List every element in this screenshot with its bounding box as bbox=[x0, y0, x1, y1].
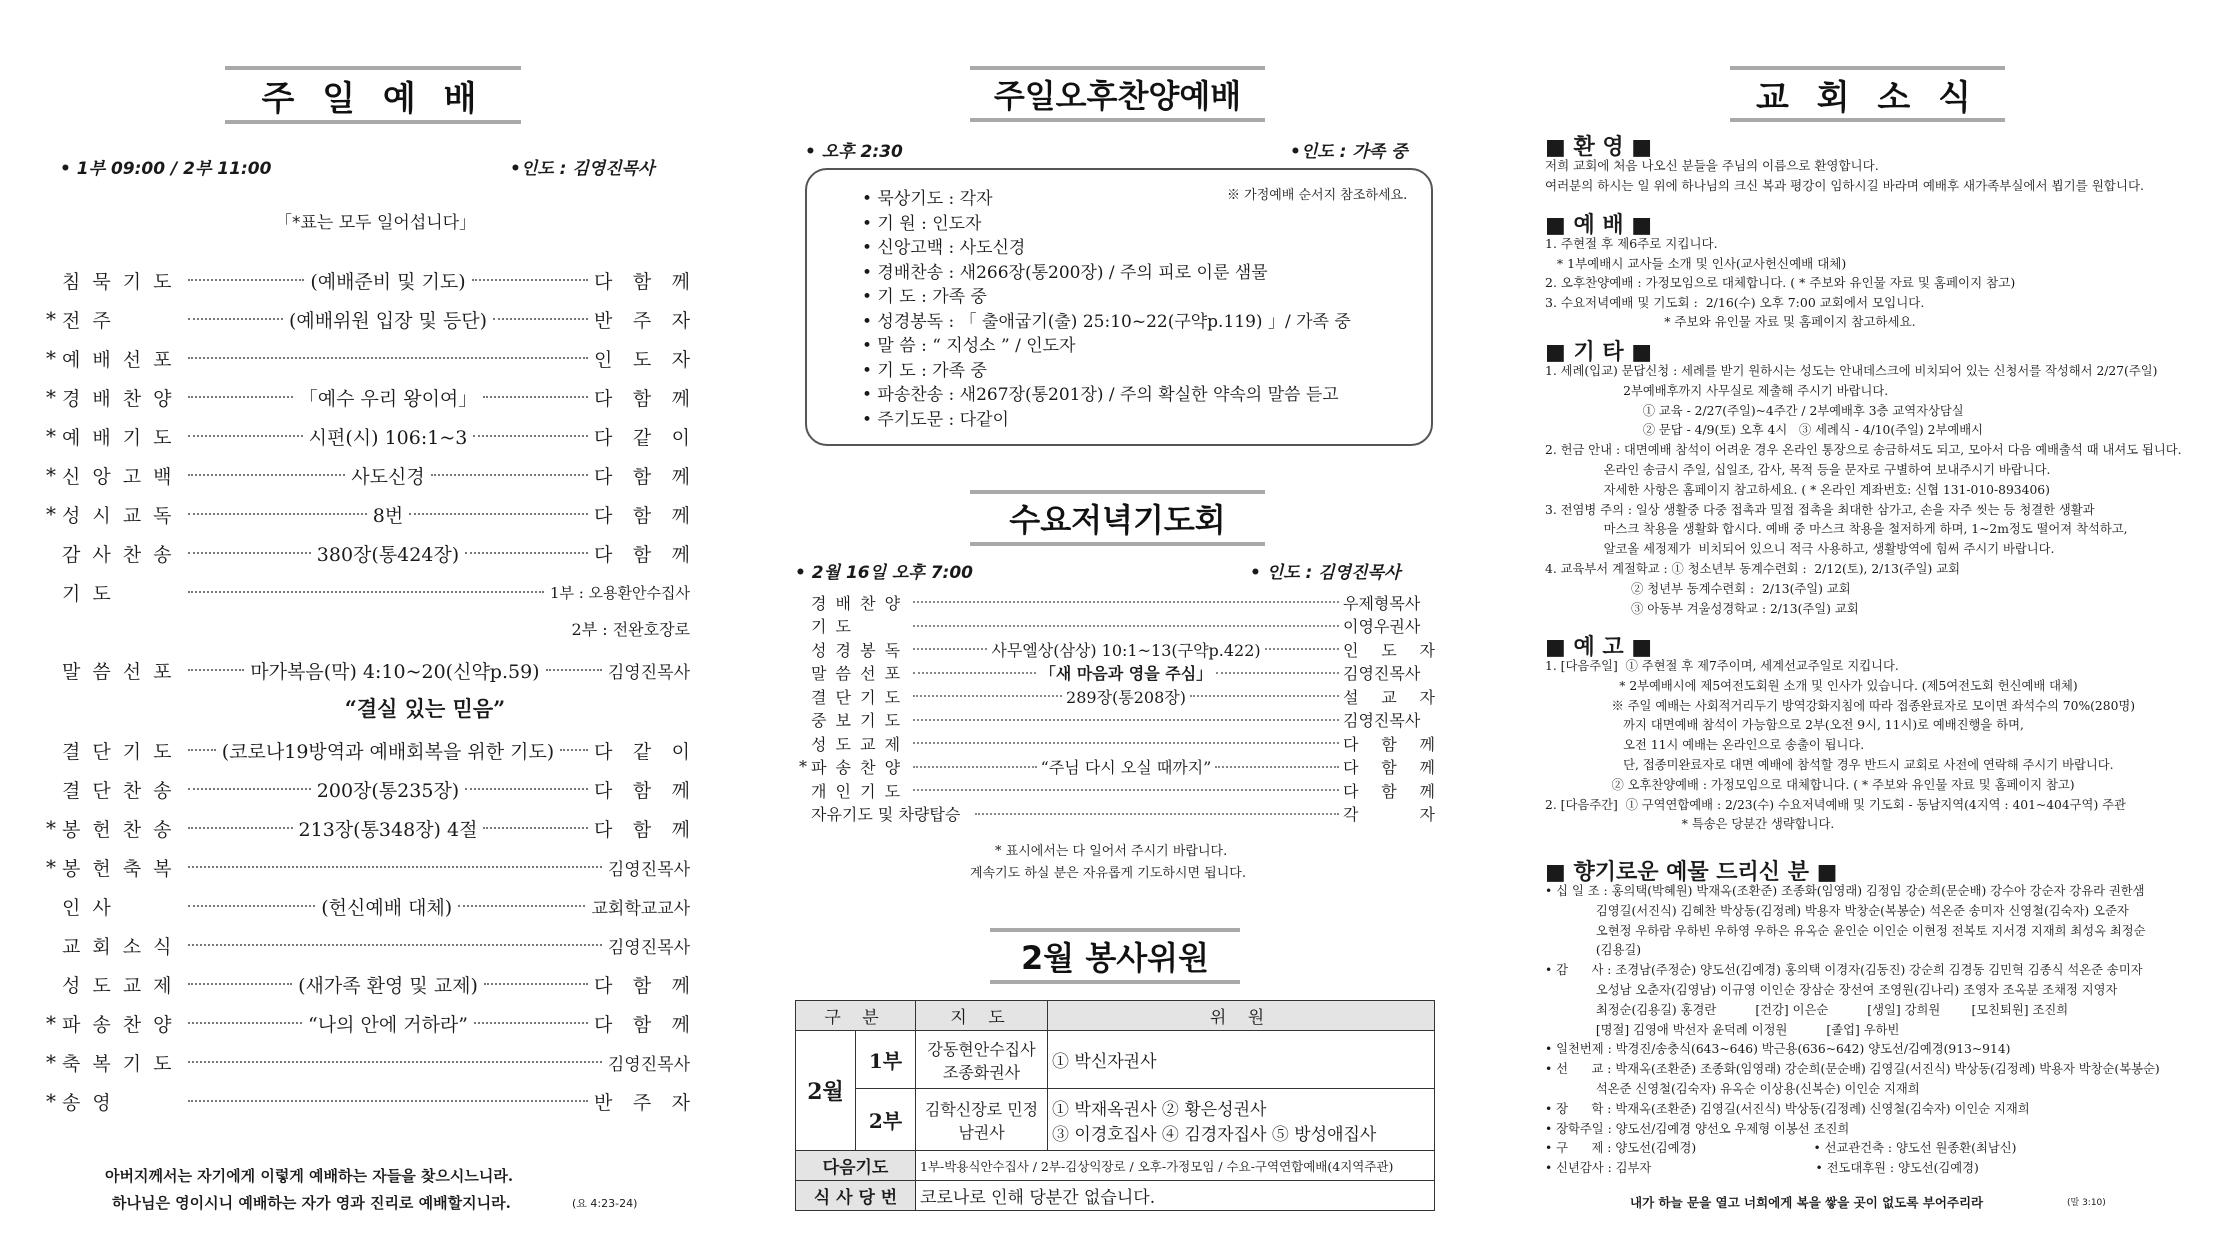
duty-banner bbox=[990, 928, 1240, 984]
wednesday-leader: • 인도 : 김영진목사 bbox=[1250, 563, 1401, 583]
gift-line: • 십 일 조 : 홍의택(박혜원) 박재옥(조환준) 조종화(임영래) 김정임 강순희(문순배) 강수아 강순자 강유라 권한샘 bbox=[1545, 884, 2145, 898]
service-row bbox=[40, 535, 690, 571]
scripture-verse-1: 아버지께서는 자기에게 이렇게 예배하는 자들을 찾으시느니라. bbox=[105, 1167, 514, 1185]
leader-dots bbox=[188, 866, 602, 868]
worship-heading: ■ 예 배 ■ bbox=[1545, 213, 1653, 238]
leader-dots bbox=[188, 944, 602, 946]
wednesday-time: • 2월 16일 오후 7:00 bbox=[795, 563, 973, 583]
leader-dots bbox=[188, 435, 303, 437]
service-item-detail: (새가족 환영 및 교제) bbox=[298, 974, 478, 997]
duty-table bbox=[795, 1000, 1435, 1211]
service-row bbox=[40, 1083, 690, 1119]
gift-line: • 신년감사 : 김부자 • 전도대후원 : 양도선(김예경) bbox=[1545, 1161, 1979, 1176]
gift-line: • 구 제 : 양도선(김예경) • 선교관건축 : 양도선 원종환(최남신) bbox=[1545, 1141, 2017, 1156]
service-item-leader: 2부 : 전완호장로 bbox=[571, 619, 690, 639]
closing-verse-ref: (말 3:10) bbox=[2067, 1198, 2106, 1208]
wednesday-row bbox=[795, 708, 1435, 732]
leader-dots bbox=[188, 552, 311, 554]
service-item-leader: 다 같 이 bbox=[594, 740, 690, 763]
service-item-leader: 김영진목사 bbox=[607, 859, 690, 880]
stand-marker: * bbox=[46, 1011, 56, 1035]
family-worship-note: ※ 가정예배 순서지 참조하세요. bbox=[1227, 188, 1408, 203]
wednesday-title: 수요저녁기도회 bbox=[1009, 501, 1226, 539]
service-item-name: 봉 헌 축 복 bbox=[62, 857, 175, 880]
duty-part2-guide: 김학신장로 민정남권사 bbox=[916, 1089, 1048, 1151]
leader-dots bbox=[1216, 672, 1339, 674]
service-item-detail: (코로나19방역과 예배회복을 위한 기도) bbox=[221, 740, 555, 763]
etc-news-line: 2부예배후까지 사무실로 제출해 주시기 바랍니다. bbox=[1545, 383, 1889, 398]
notice-line: ② 오후찬양예배 : 가정모임으로 대체합니다. ( * 주보와 유인물 자료 및 홈페이지 참고) bbox=[1545, 777, 2075, 792]
wednesday-note-1: * 표시에서는 다 일어서 주시기 바랍니다. bbox=[995, 844, 1228, 859]
wednesday-item-detail: “주님 다시 오실 때까지” bbox=[1040, 758, 1212, 777]
duty-title: 2월 봉사위원 bbox=[1021, 939, 1209, 977]
sermon-title: “결실 있는 믿음” bbox=[344, 696, 506, 721]
leader-dots bbox=[913, 625, 1339, 627]
service-row bbox=[40, 849, 690, 885]
wednesday-row bbox=[795, 731, 1435, 755]
stand-marker: * bbox=[46, 463, 56, 487]
service-row bbox=[40, 379, 690, 415]
wednesday-item-name: 경 배 찬 양 bbox=[811, 593, 903, 613]
service-row bbox=[40, 574, 690, 610]
wednesday-note-2: 계속기도 하실 분은 자유롭게 기도하시면 됩니다. bbox=[970, 866, 1246, 881]
service-item-name: 결 단 기 도 bbox=[62, 740, 175, 763]
meal-duty-row bbox=[796, 1181, 1435, 1211]
leader-dots bbox=[472, 279, 588, 281]
wednesday-item-name: 성 도 교 제 bbox=[811, 734, 903, 754]
service-item-detail: 시편(시) 106:1~3 bbox=[308, 426, 468, 449]
service-item-leader: 김영진목사 bbox=[607, 937, 690, 958]
wednesday-item-name: 기 도 bbox=[811, 617, 853, 636]
etc-news-line: 2. 헌금 안내 : 대면예배 참석이 어려운 경우 온라인 통장으로 송금하셔도 되고, 모아서 다음 예배출석 때 내셔도 됩니다. bbox=[1545, 443, 2182, 458]
closing-verse: 내가 하늘 문을 열고 너희에게 복을 쌓을 곳이 없도록 부어주리라 bbox=[1630, 1195, 1984, 1210]
etc-news-line: ① 교육 - 2/27(주일)~4주간 / 2부예배후 3층 교역자상담실 bbox=[1545, 403, 1964, 418]
service-item-leader: 교회학교교사 bbox=[591, 898, 691, 919]
duty-part2-members-line1: ① 박재옥권사 ② 황은성권사 bbox=[1052, 1099, 1267, 1120]
stand-marker: * bbox=[46, 424, 56, 448]
duty-header-category: 구 분 bbox=[796, 1001, 916, 1031]
leader-dots bbox=[546, 669, 602, 671]
leader-dots bbox=[188, 396, 293, 398]
service-row bbox=[40, 927, 690, 963]
service-row bbox=[40, 610, 690, 646]
leader-dots bbox=[188, 983, 292, 985]
service-item-detail: 213장(통348장) 4절 bbox=[298, 818, 478, 841]
afternoon-leader: •인도 : 가족 중 bbox=[1290, 142, 1408, 162]
next-prayer-row bbox=[796, 1151, 1435, 1181]
welcome-line: 저희 교회에 처음 나오신 분들을 주님의 이름으로 환영합니다. bbox=[1545, 158, 1879, 173]
service-item-leader: 다 함 께 bbox=[594, 779, 691, 802]
etc-news-line: ② 청년부 동계수련회 : 2/13(주일) 교회 bbox=[1545, 581, 1851, 596]
leader-dots bbox=[1265, 648, 1339, 650]
service-item-name: 신 앙 고 백 bbox=[62, 465, 175, 488]
leader-dots bbox=[975, 813, 1339, 815]
leader-dots bbox=[188, 279, 304, 281]
leader-dots bbox=[913, 648, 987, 650]
wednesday-row bbox=[795, 661, 1435, 685]
gift-line: • 감 사 : 조경남(주정순) 양도선(김예경) 홍의택 이경자(김동진) 강순희 김경동 김민혁 김종식 석온준 송미자 bbox=[1545, 963, 2143, 978]
leader-dots bbox=[188, 1100, 588, 1102]
service-item-name: 말 씀 선 포 bbox=[62, 660, 175, 683]
sunday-worship-column bbox=[40, 0, 690, 1240]
duty-header-row bbox=[796, 1001, 1435, 1031]
notice-line: 2. [다음주간] ① 구역연합예배 : 2/23(수) 수요저녁예배 및 기도회 - 동남지역(4지역 : 401~404구역) 주관 bbox=[1545, 797, 2126, 812]
gift-line: 최정순(김용길) 홍경란 [건강] 이은순 [생일] 강희원 [모친퇴원] 조진희 bbox=[1545, 1002, 2069, 1017]
wednesday-row bbox=[795, 637, 1435, 661]
afternoon-order-item: • 경배찬송 : 새266장(통200장) / 주의 피로 이룬 샘물 bbox=[862, 262, 1268, 283]
leader-dots bbox=[409, 513, 588, 515]
service-item-leader: 반 주 자 bbox=[594, 1091, 690, 1114]
service-row bbox=[40, 1005, 690, 1041]
afternoon-order-item: • 묵상기도 : 각자 bbox=[862, 189, 993, 209]
meal-duty-label: 식 사 당 번 bbox=[796, 1181, 916, 1211]
wednesday-item-name: 결 단 기 도 bbox=[811, 687, 903, 707]
service-row bbox=[40, 810, 690, 846]
duty-header-members: 위 원 bbox=[1048, 1001, 1435, 1031]
gift-line: 석온준 신영철(김숙자) 유옥순 이상용(신복순) 이인순 지재희 bbox=[1545, 1082, 1920, 1096]
wednesday-item-leader: 우제형목사 bbox=[1343, 593, 1421, 613]
service-item-name: 송 영 bbox=[62, 1091, 114, 1114]
service-item-leader: 다 함 께 bbox=[594, 387, 690, 410]
duty-part1-guide: 강동현안수집사 조종화권사 bbox=[916, 1031, 1048, 1089]
worship-news-line: 3. 수요저녁예배 및 기도회 : 2/16(수) 오후 7:00 교회에서 모입니다. bbox=[1545, 294, 1925, 310]
service-item-name: 봉 헌 찬 송 bbox=[62, 818, 175, 841]
leader-dots bbox=[188, 318, 283, 320]
church-news-banner bbox=[1730, 66, 2005, 122]
service-item-detail: 8번 bbox=[372, 504, 404, 527]
etc-heading: ■ 기 타 ■ bbox=[1545, 340, 1653, 365]
service-row bbox=[40, 888, 690, 924]
leader-dots bbox=[188, 591, 544, 593]
service-item-detail: 사도신경 bbox=[351, 465, 425, 488]
wednesday-item-leader: 다 함 께 bbox=[1343, 758, 1436, 777]
leader-dots bbox=[913, 672, 1036, 674]
leader-dots bbox=[1215, 766, 1339, 768]
duty-header-guide: 지 도 bbox=[916, 1001, 1048, 1031]
wednesday-row bbox=[795, 684, 1435, 708]
afternoon-order-item: • 기 원 : 인도자 bbox=[862, 213, 982, 234]
wednesday-item-name: 자유기도 및 차량탑승 bbox=[811, 805, 961, 824]
service-item-leader: 인 도 자 bbox=[594, 348, 690, 371]
etc-news-line: ③ 아동부 겨울성경학교 : 2/13(주일) 교회 bbox=[1545, 601, 1859, 616]
duty-part1-members: ① 박신자권사 bbox=[1048, 1031, 1435, 1089]
afternoon-worship-banner bbox=[970, 66, 1265, 122]
duty-month: 2월 bbox=[796, 1031, 856, 1151]
worship-news-line: 1. 주현절 후 제6주로 지킵니다. bbox=[1545, 236, 1718, 251]
service-item-detail: 380장(통424장) bbox=[316, 543, 460, 566]
worship-news-line: 2. 오후찬양예배 : 가정모임으로 대체합니다. ( * 주보와 유인물 자료 및 홈페이지 참고) bbox=[1545, 275, 2016, 290]
service-row bbox=[40, 301, 690, 337]
wednesday-item-leader: 이영우권사 bbox=[1343, 617, 1421, 636]
service-row bbox=[40, 1044, 690, 1080]
leader-dots bbox=[913, 742, 1339, 744]
service-row bbox=[40, 690, 690, 726]
leader-dots bbox=[188, 474, 345, 476]
service-item-leader: 1부 : 오용환안수집사 bbox=[549, 583, 690, 602]
wednesday-item-detail: 289장(통208장) bbox=[1066, 687, 1186, 707]
service-item-leader: 다 함 께 bbox=[594, 974, 690, 997]
gift-line: (김용길) bbox=[1545, 943, 1642, 958]
wednesday-item-name: 개 인 기 도 bbox=[811, 781, 903, 801]
gift-line: • 장 학 : 박재옥(조환준) 김영길(서진식) 박상동(김정례) 신영철(김숙자) 이인순 지재희 bbox=[1545, 1101, 2030, 1116]
service-item-detail: (예배준비 및 기도) bbox=[310, 270, 466, 293]
worship-leader: •인도 : 김영진목사 bbox=[510, 159, 655, 179]
wednesday-item-leader: 김영진목사 bbox=[1343, 664, 1421, 683]
etc-news-line: 마스크 착용을 생활화 합시다. 예배 중 마스크 착용을 철저하게 하며, 1~2m정도 떨어져 착석하고, bbox=[1545, 522, 2128, 537]
leader-dots bbox=[913, 766, 1037, 768]
gift-line: 김영길(서진식) 김혜찬 박상동(김정례) 박용자 박창순(복봉순) 석온준 송미자 신영철(김숙자) 오준자 bbox=[1545, 903, 2129, 918]
worship-news-line: * 주보와 유인물 자료 및 홈페이지 참고하세요. bbox=[1545, 314, 1916, 329]
notice-line: * 2부예배시에 제5여전도회원 소개 및 인사가 있습니다. (제5여전도회 헌신예배 대체) bbox=[1545, 678, 2078, 693]
leader-dots bbox=[458, 905, 585, 907]
afternoon-worship-title: 주일오후찬양예배 bbox=[993, 77, 1242, 115]
leader-dots bbox=[484, 983, 588, 985]
worship-time: • 1부 09:00 / 2부 11:00 bbox=[60, 159, 272, 179]
service-row bbox=[40, 771, 690, 807]
etc-news-line: 자세한 사항은 홈페이지 참고하세요. ( * 온라인 계좌번호: 신협 131-010-893406) bbox=[1545, 482, 2050, 497]
service-item-name: 기 도 bbox=[62, 582, 114, 605]
stand-marker: * bbox=[799, 757, 807, 776]
afternoon-order-item: • 기 도 : 가족 중 bbox=[862, 360, 987, 381]
leader-dots bbox=[188, 749, 216, 751]
wednesday-banner bbox=[970, 490, 1265, 546]
etc-news-line: 4. 교육부서 계절학교 : ① 청소년부 동계수련회 : 2/12(토), 2/13(주일) 교회 bbox=[1545, 562, 1960, 576]
wednesday-item-leader: 다 함 께 bbox=[1343, 734, 1435, 754]
service-item-leader: 다 함 께 bbox=[594, 543, 691, 566]
service-row bbox=[40, 457, 690, 493]
church-news-title: 교 회 소 식 bbox=[1756, 77, 1979, 118]
duty-part2-members-line2: ③ 이경호집사 ④ 김경자집사 ⑤ 방성애집사 bbox=[1052, 1124, 1377, 1145]
leader-dots bbox=[465, 788, 588, 790]
meal-duty-value: 코로나로 인해 당분간 없습니다. bbox=[916, 1181, 1435, 1211]
scripture-verse-ref: (요 4:23-24) bbox=[572, 1197, 638, 1210]
leader-dots bbox=[188, 669, 244, 671]
welcome-line: 여러분의 하시는 일 위에 하나님의 크신 복과 평강이 임하시길 바라며 예배후 새가족부실에서 뵙기를 원합니다. bbox=[1545, 177, 2145, 193]
service-item-name: 파 송 찬 양 bbox=[62, 1013, 175, 1036]
stand-marker: * bbox=[46, 1050, 56, 1074]
leader-dots bbox=[913, 601, 1339, 603]
church-news-column bbox=[1545, 0, 2185, 1240]
duty-row-part1 bbox=[796, 1031, 1435, 1089]
leader-dots bbox=[188, 513, 367, 515]
wednesday-item-leader: 각 자 bbox=[1343, 805, 1435, 824]
etc-news-line: 온라인 송금시 주일, 십일조, 감사, 목적 등을 문자로 구별하여 보내주시기 바랍니다. bbox=[1545, 463, 2051, 477]
service-item-leader: 반 주 자 bbox=[594, 309, 691, 332]
service-item-detail: “나의 안에 거하라” bbox=[308, 1013, 468, 1036]
leader-dots bbox=[913, 719, 1339, 721]
wednesday-item-leader: 인 도 자 bbox=[1343, 640, 1436, 660]
stand-marker: * bbox=[46, 855, 56, 879]
notice-line: 단, 접종미완료자로 대면 예배에 참석할 경우 반드시 교회로 사전에 연락해 주시기 바랍니다. bbox=[1545, 758, 2114, 772]
service-item-name: 교 회 소 식 bbox=[62, 935, 175, 958]
stand-marker: * bbox=[46, 385, 56, 409]
wednesday-item-leader: 김영진목사 bbox=[1343, 711, 1421, 730]
duty-part2-label: 2부 bbox=[856, 1089, 916, 1151]
etc-news-line: 3. 전염병 주의 : 일상 생활중 다중 접촉과 밀접 접촉을 최대한 삼가고, 손을 자주 씻는 등 청결한 생활과 bbox=[1545, 502, 2095, 517]
leader-dots bbox=[483, 396, 588, 398]
wednesday-item-leader: 설 교 자 bbox=[1343, 687, 1435, 707]
leader-dots bbox=[188, 827, 293, 829]
service-item-name: 경 배 찬 양 bbox=[62, 387, 175, 410]
gift-line: [명절] 김영애 박선자 윤덕례 이정원 [졸업] 우하빈 bbox=[1545, 1022, 1900, 1037]
wednesday-row bbox=[795, 802, 1435, 826]
leader-dots bbox=[465, 552, 588, 554]
afternoon-order-item: • 말 씀 : “ 지성소 ” / 인도자 bbox=[862, 336, 1076, 356]
service-item-name: 축 복 기 도 bbox=[62, 1052, 175, 1075]
service-item-name: 전 주 bbox=[62, 309, 114, 332]
afternoon-order-item: • 주기도문 : 다같이 bbox=[862, 409, 1009, 430]
leader-dots bbox=[473, 435, 588, 437]
wednesday-item-detail: 「새 마음과 영을 주심」 bbox=[1039, 664, 1213, 683]
duty-part1-label: 1부 bbox=[856, 1031, 916, 1089]
sunday-worship-title: 주 일 예 배 bbox=[261, 78, 485, 119]
leader-dots bbox=[188, 788, 311, 790]
service-row bbox=[40, 418, 690, 454]
service-item-leader: 다 함 께 bbox=[594, 1013, 691, 1036]
service-item-detail: 「예수 우리 왕이여」 bbox=[298, 387, 478, 410]
worship-news-line: * 1부예배시 교사들 소개 및 인사(교사헌신예배 대체) bbox=[1545, 255, 1847, 271]
leader-dots bbox=[913, 789, 1339, 791]
notice-heading: ■ 예 고 ■ bbox=[1545, 635, 1653, 660]
stand-marker: * bbox=[46, 346, 56, 370]
service-item-leader: 다 함 께 bbox=[594, 504, 691, 527]
notice-line: 까지 대면예배 참석이 가능함으로 2부(오전 9시, 11시)로 예배진행을 하며, bbox=[1545, 718, 2024, 733]
wednesday-row bbox=[795, 755, 1435, 779]
wednesday-item-detail: 사무엘상(삼상) 10:1~13(구약p.422) bbox=[991, 640, 1261, 660]
service-item-leader: 다 함 께 bbox=[594, 465, 691, 488]
leader-dots bbox=[188, 1022, 302, 1024]
wednesday-row bbox=[795, 614, 1435, 638]
service-item-leader: 다 같 이 bbox=[594, 426, 691, 449]
service-item-detail: 마가복음(막) 4:10~20(신약p.59) bbox=[250, 660, 540, 683]
afternoon-order-item: • 신앙고백 : 사도신경 bbox=[862, 238, 1026, 258]
leader-dots bbox=[1190, 695, 1339, 697]
service-item-leader: 김영진목사 bbox=[607, 1054, 690, 1075]
wednesday-row bbox=[795, 778, 1435, 802]
leader-dots bbox=[474, 1022, 588, 1024]
etc-news-line: 알코올 세정제가 비치되어 있으니 적극 사용하고, 생활방역에 힘써 주시기 바랍니다. bbox=[1545, 542, 2055, 557]
next-prayer-label: 다음기도 bbox=[796, 1151, 916, 1181]
gift-heading: ■ 향기로운 예물 드리신 분 ■ bbox=[1545, 860, 1838, 885]
duty-row-part2 bbox=[796, 1089, 1435, 1151]
stand-marker: * bbox=[46, 1089, 56, 1113]
service-item-leader: 다 함 께 bbox=[594, 270, 691, 293]
sunday-worship-banner bbox=[225, 66, 521, 124]
service-item-name: 감 사 찬 송 bbox=[62, 543, 175, 566]
service-row bbox=[40, 262, 690, 298]
notice-line: * 특송은 당분간 생략합니다. bbox=[1545, 817, 1835, 832]
afternoon-order-item: • 기 도 : 가족 중 bbox=[862, 287, 987, 307]
service-item-detail: (헌신예배 대체) bbox=[321, 896, 453, 919]
leader-dots bbox=[188, 905, 315, 907]
service-row bbox=[40, 496, 690, 532]
notice-line: ※ 주일 예배는 사회적거리두기 방역강화지침에 따라 접종완료자로 모이면 좌석수의 70%(280명) bbox=[1545, 698, 2136, 713]
wednesday-item-name: 파 송 찬 양 bbox=[811, 758, 903, 777]
etc-news-line: ② 문답 - 4/9(토) 오후 4시 ③ 세례식 - 4/10(주일) 2부예배시 bbox=[1545, 423, 1983, 438]
service-item-name: 예 배 기 도 bbox=[62, 426, 175, 449]
afternoon-time: • 오후 2:30 bbox=[805, 142, 903, 162]
gift-line: • 장학주일 : 양도선/김예경 양선오 우제형 이봉선 조진희 bbox=[1545, 1121, 1850, 1136]
service-item-name: 성 시 교 독 bbox=[62, 504, 175, 527]
service-item-name: 예 배 선 포 bbox=[62, 348, 175, 371]
stand-marker: * bbox=[46, 816, 56, 840]
service-row bbox=[40, 966, 690, 1002]
leader-dots bbox=[188, 1061, 602, 1063]
wednesday-item-name: 중 보 기 도 bbox=[811, 711, 903, 730]
welcome-heading: ■ 환 영 ■ bbox=[1545, 135, 1653, 160]
duty-part2-members bbox=[1048, 1089, 1435, 1151]
service-row bbox=[40, 652, 690, 688]
service-item-leader: 김영진목사 bbox=[607, 662, 690, 683]
gift-line: • 일천번제 : 박경진/송충식(643~646) 박근용(636~642) 양도선/김예경(913~914) bbox=[1545, 1042, 2011, 1057]
stand-marker: * bbox=[46, 307, 56, 331]
leader-dots bbox=[431, 474, 588, 476]
standing-notice: 「*표는 모두 일어섭니다」 bbox=[275, 213, 477, 233]
afternoon-and-wednesday-column bbox=[795, 0, 1435, 1240]
gift-line: 오현정 우하람 우하빈 우하영 우하은 유옥순 윤인순 이인순 이현정 전복토 지서경 지재희 최성옥 최정순 bbox=[1545, 923, 2146, 938]
notice-line: 1. [다음주일] ① 주현절 후 제7주이며, 세계선교주일로 지킵니다. bbox=[1545, 659, 1899, 673]
service-item-detail: 200장(통235장) bbox=[316, 779, 460, 802]
leader-dots bbox=[493, 318, 588, 320]
service-item-name: 인 사 bbox=[62, 896, 114, 919]
leader-dots bbox=[913, 695, 1062, 697]
wednesday-row bbox=[795, 590, 1435, 614]
afternoon-order-item: • 파송찬송 : 새267장(통201장) / 주의 확실한 약속의 말씀 듣고 bbox=[862, 385, 1339, 405]
leader-dots bbox=[483, 827, 588, 829]
scripture-verse-2: 하나님은 영이시니 예배하는 자가 영과 진리로 예배할지니라. bbox=[112, 1194, 511, 1212]
stand-marker: * bbox=[46, 502, 56, 526]
service-item-detail: (예배위원 입장 및 등단) bbox=[288, 309, 488, 332]
service-item-name: 성 도 교 제 bbox=[62, 974, 175, 997]
afternoon-worship-box bbox=[805, 168, 1433, 446]
wednesday-item-name: 말 씀 선 포 bbox=[811, 664, 903, 683]
leader-dots bbox=[560, 749, 588, 751]
leader-dots bbox=[188, 357, 588, 359]
wednesday-item-name: 성 경 봉 독 bbox=[811, 640, 903, 660]
gift-line: 오성남 오춘자(김영남) 이규영 이인순 장삼순 장선여 조영원(김나리) 조영자 조옥분 조채정 지영자 bbox=[1545, 983, 2118, 997]
gift-line: • 선 교 : 박재옥(조환준) 조종화(임영래) 강순희(문순배) 김영길(서진식) 박상동(김정례) 박용자 박창순(복봉순) bbox=[1545, 1062, 2160, 1077]
service-item-name: 결 단 찬 송 bbox=[62, 779, 175, 802]
service-row bbox=[40, 340, 690, 376]
afternoon-order-item: • 성경봉독 : 「 출애굽기(출) 25:10~22(구약p.119) 」/ 가족 중 bbox=[862, 311, 1351, 332]
service-item-leader: 다 함 께 bbox=[594, 818, 690, 841]
service-item-name: 침 묵 기 도 bbox=[62, 270, 175, 293]
notice-line: 오전 11시 예배는 온라인으로 송출이 됩니다. bbox=[1545, 738, 1865, 753]
etc-news-line: 1. 세례(입교) 문답신청 : 세례를 받기 원하시는 성도는 안내데스크에 비치되어 있는 신청서를 작성해서 2/27(주일) bbox=[1545, 364, 2158, 378]
next-prayer-value: 1부-박용식안수집사 / 2부-김상익장로 / 오후-가정모임 / 수요-구역연합예배(4지역주관) bbox=[916, 1151, 1435, 1181]
service-row bbox=[40, 732, 690, 768]
wednesday-item-leader: 다 함 께 bbox=[1343, 781, 1435, 801]
